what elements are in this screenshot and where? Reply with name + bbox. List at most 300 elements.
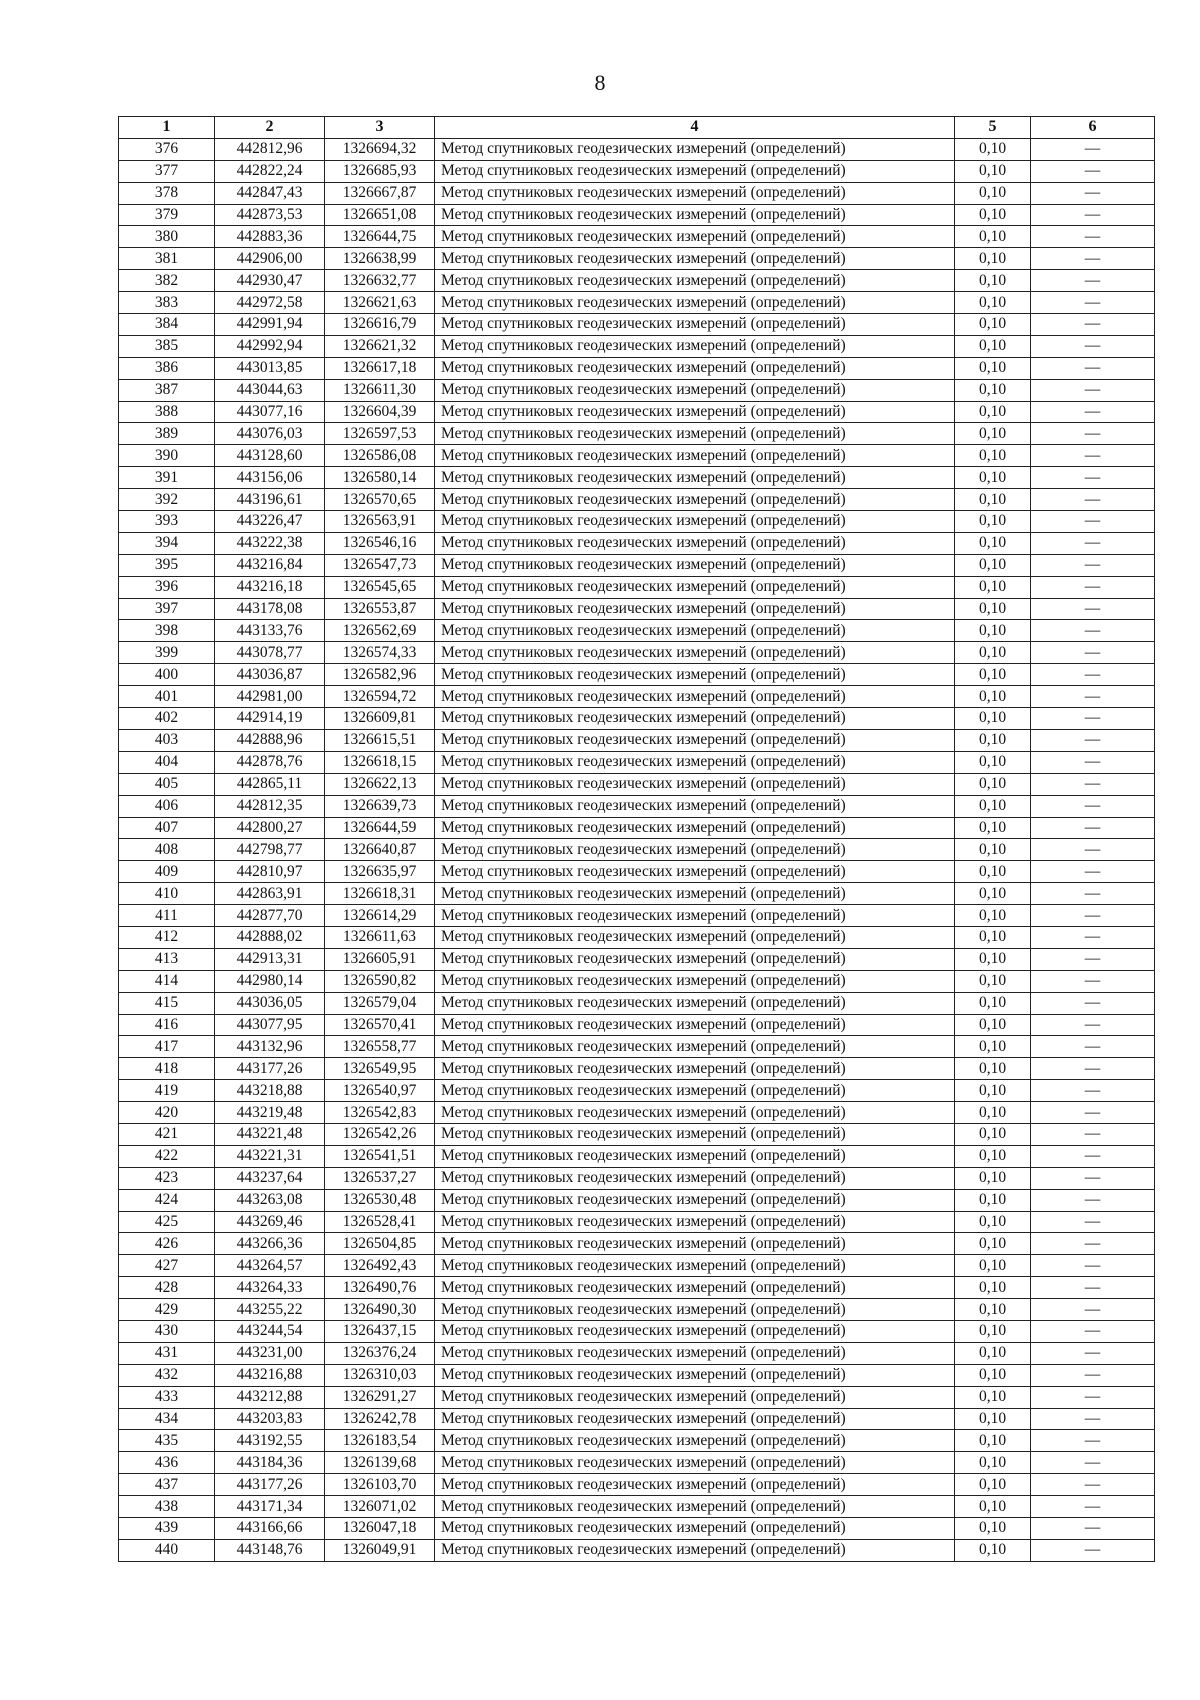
y-coordinate-cell: 1326540,97 [325,1080,435,1102]
point-number-cell: 420 [119,1102,215,1124]
x-coordinate-cell: 442914,19 [215,708,325,730]
accuracy-cell: 0,10 [955,423,1031,445]
x-coordinate-cell: 443076,03 [215,423,325,445]
method-cell: Метод спутниковых геодезических измерений (определений) [435,795,955,817]
table-row [119,226,1155,248]
accuracy-cell: 0,10 [955,314,1031,336]
method-cell: Метод спутниковых геодезических измерений (определений) [435,1277,955,1299]
table-row [119,992,1155,1014]
x-coordinate-cell: 442873,53 [215,204,325,226]
page-number: 8 [594,70,606,95]
accuracy-cell: 0,10 [955,204,1031,226]
note-cell: — [1031,138,1155,160]
point-number-cell: 390 [119,445,215,467]
accuracy-cell: 0,10 [955,160,1031,182]
y-coordinate-cell: 1326611,30 [325,379,435,401]
method-cell: Метод спутниковых геодезических измерений (определений) [435,445,955,467]
method-cell: Метод спутниковых геодезических измерений (определений) [435,1408,955,1430]
method-cell: Метод спутниковых геодезических измерений (определений) [435,1036,955,1058]
point-number-cell: 398 [119,620,215,642]
table-row [119,1408,1155,1430]
method-cell: Метод спутниковых геодезических измерений (определений) [435,926,955,948]
method-cell: Метод спутниковых геодезических измерений (определений) [435,729,955,751]
y-coordinate-cell: 1326183,54 [325,1430,435,1452]
y-coordinate-cell: 1326611,63 [325,926,435,948]
note-cell: — [1031,445,1155,467]
note-cell: — [1031,948,1155,970]
accuracy-cell: 0,10 [955,817,1031,839]
accuracy-cell: 0,10 [955,1080,1031,1102]
y-coordinate-cell: 1326376,24 [325,1342,435,1364]
x-coordinate-cell: 443212,88 [215,1386,325,1408]
table-row [119,554,1155,576]
note-cell: — [1031,270,1155,292]
table-row [119,729,1155,751]
table-row [119,1167,1155,1189]
point-number-cell: 414 [119,970,215,992]
y-coordinate-cell: 1326504,85 [325,1233,435,1255]
accuracy-cell: 0,10 [955,883,1031,905]
method-cell: Метод спутниковых геодезических измерений (определений) [435,226,955,248]
coordinates-table [118,116,1155,1562]
x-coordinate-cell: 443231,00 [215,1342,325,1364]
point-number-cell: 438 [119,1496,215,1518]
table-row [119,905,1155,927]
y-coordinate-cell: 1326542,26 [325,1123,435,1145]
point-number-cell: 386 [119,357,215,379]
x-coordinate-cell: 443196,61 [215,489,325,511]
x-coordinate-cell: 442812,96 [215,138,325,160]
accuracy-cell: 0,10 [955,992,1031,1014]
accuracy-cell: 0,10 [955,620,1031,642]
point-number-cell: 395 [119,554,215,576]
method-cell: Метод спутниковых геодезических измерений (определений) [435,204,955,226]
note-cell: — [1031,1189,1155,1211]
method-cell: Метод спутниковых геодезических измерений (определений) [435,970,955,992]
accuracy-cell: 0,10 [955,1233,1031,1255]
table-row [119,861,1155,883]
note-cell: — [1031,511,1155,533]
y-coordinate-cell: 1326537,27 [325,1167,435,1189]
note-cell: — [1031,1233,1155,1255]
y-coordinate-cell: 1326615,51 [325,729,435,751]
table-row [119,401,1155,423]
y-coordinate-cell: 1326541,51 [325,1145,435,1167]
y-coordinate-cell: 1326639,73 [325,795,435,817]
x-coordinate-cell: 442980,14 [215,970,325,992]
method-cell: Метод спутниковых геодезических измерений (определений) [435,1430,955,1452]
method-cell: Метод спутниковых геодезических измерений (определений) [435,817,955,839]
note-cell: — [1031,1518,1155,1540]
y-coordinate-cell: 1326604,39 [325,401,435,423]
point-number-cell: 421 [119,1123,215,1145]
note-cell: — [1031,1014,1155,1036]
accuracy-cell: 0,10 [955,357,1031,379]
x-coordinate-cell: 443013,85 [215,357,325,379]
point-number-cell: 415 [119,992,215,1014]
accuracy-cell: 0,10 [955,1364,1031,1386]
note-cell: — [1031,1364,1155,1386]
note-cell: — [1031,664,1155,686]
y-coordinate-cell: 1326242,78 [325,1408,435,1430]
point-number-cell: 422 [119,1145,215,1167]
point-number-cell: 411 [119,905,215,927]
table-row [119,1211,1155,1233]
y-coordinate-cell: 1326528,41 [325,1211,435,1233]
point-number-cell: 393 [119,511,215,533]
method-cell: Метод спутниковых геодезических измерений (определений) [435,1255,955,1277]
table-row [119,883,1155,905]
method-cell: Метод спутниковых геодезических измерений (определений) [435,401,955,423]
table-row [119,335,1155,357]
accuracy-cell: 0,10 [955,795,1031,817]
x-coordinate-cell: 443077,16 [215,401,325,423]
method-cell: Метод спутниковых геодезических измерений (определений) [435,1233,955,1255]
x-coordinate-cell: 442798,77 [215,839,325,861]
method-cell: Метод спутниковых геодезических измерений (определений) [435,664,955,686]
y-coordinate-cell: 1326614,29 [325,905,435,927]
x-coordinate-cell: 443266,36 [215,1233,325,1255]
method-cell: Метод спутниковых геодезических измерений (определений) [435,620,955,642]
x-coordinate-cell: 443237,64 [215,1167,325,1189]
accuracy-cell: 0,10 [955,926,1031,948]
table-row [119,642,1155,664]
y-coordinate-cell: 1326291,27 [325,1386,435,1408]
method-cell: Метод спутниковых геодезических измерений (определений) [435,554,955,576]
y-coordinate-cell: 1326563,91 [325,511,435,533]
x-coordinate-cell: 443171,34 [215,1496,325,1518]
x-coordinate-cell: 443148,76 [215,1539,325,1561]
point-number-cell: 400 [119,664,215,686]
column-header-2: 2 [215,117,325,139]
note-cell: — [1031,905,1155,927]
method-cell: Метод спутниковых геодезических измерений (определений) [435,1518,955,1540]
table-row [119,773,1155,795]
note-cell: — [1031,1408,1155,1430]
column-header-6: 6 [1031,117,1155,139]
x-coordinate-cell: 443263,08 [215,1189,325,1211]
method-cell: Метод спутниковых геодезических измерений (определений) [435,905,955,927]
accuracy-cell: 0,10 [955,532,1031,554]
accuracy-cell: 0,10 [955,948,1031,970]
accuracy-cell: 0,10 [955,1539,1031,1561]
method-cell: Метод спутниковых геодезических измерений (определений) [435,1211,955,1233]
note-cell: — [1031,423,1155,445]
y-coordinate-cell: 1326590,82 [325,970,435,992]
x-coordinate-cell: 442863,91 [215,883,325,905]
point-number-cell: 394 [119,532,215,554]
note-cell: — [1031,773,1155,795]
accuracy-cell: 0,10 [955,1123,1031,1145]
note-cell: — [1031,1058,1155,1080]
x-coordinate-cell: 442991,94 [215,314,325,336]
y-coordinate-cell: 1326644,59 [325,817,435,839]
y-coordinate-cell: 1326530,48 [325,1189,435,1211]
y-coordinate-cell: 1326437,15 [325,1320,435,1342]
point-number-cell: 377 [119,160,215,182]
point-number-cell: 437 [119,1474,215,1496]
method-cell: Метод спутниковых геодезических измерений (определений) [435,270,955,292]
x-coordinate-cell: 443264,57 [215,1255,325,1277]
accuracy-cell: 0,10 [955,1189,1031,1211]
point-number-cell: 387 [119,379,215,401]
method-cell: Метод спутниковых геодезических измерений (определений) [435,992,955,1014]
column-header-4: 4 [435,117,955,139]
point-number-cell: 431 [119,1342,215,1364]
method-cell: Метод спутниковых геодезических измерений (определений) [435,1299,955,1321]
accuracy-cell: 0,10 [955,1277,1031,1299]
note-cell: — [1031,817,1155,839]
table-row [119,1430,1155,1452]
note-cell: — [1031,467,1155,489]
y-coordinate-cell: 1326586,08 [325,445,435,467]
y-coordinate-cell: 1326103,70 [325,1474,435,1496]
x-coordinate-cell: 443219,48 [215,1102,325,1124]
accuracy-cell: 0,10 [955,1145,1031,1167]
x-coordinate-cell: 443255,22 [215,1299,325,1321]
point-number-cell: 403 [119,729,215,751]
method-cell: Метод спутниковых геодезических измерений (определений) [435,423,955,445]
x-coordinate-cell: 442883,36 [215,226,325,248]
point-number-cell: 409 [119,861,215,883]
note-cell: — [1031,642,1155,664]
method-cell: Метод спутниковых геодезических измерений (определений) [435,511,955,533]
point-number-cell: 376 [119,138,215,160]
method-cell: Метод спутниковых геодезических измерений (определений) [435,182,955,204]
method-cell: Метод спутниковых геодезических измерений (определений) [435,861,955,883]
point-number-cell: 399 [119,642,215,664]
accuracy-cell: 0,10 [955,1167,1031,1189]
table-row [119,1145,1155,1167]
note-cell: — [1031,1255,1155,1277]
accuracy-cell: 0,10 [955,773,1031,795]
method-cell: Метод спутниковых геодезических измерений (определений) [435,467,955,489]
x-coordinate-cell: 442812,35 [215,795,325,817]
accuracy-cell: 0,10 [955,1496,1031,1518]
table-row [119,1255,1155,1277]
y-coordinate-cell: 1326617,18 [325,357,435,379]
x-coordinate-cell: 443244,54 [215,1320,325,1342]
note-cell: — [1031,1277,1155,1299]
y-coordinate-cell: 1326570,41 [325,1014,435,1036]
method-cell: Метод спутниковых геодезических измерений (определений) [435,1145,955,1167]
table-row [119,708,1155,730]
y-coordinate-cell: 1326582,96 [325,664,435,686]
y-coordinate-cell: 1326618,15 [325,751,435,773]
table-row [119,970,1155,992]
point-number-cell: 423 [119,1167,215,1189]
point-number-cell: 439 [119,1518,215,1540]
point-number-cell: 384 [119,314,215,336]
accuracy-cell: 0,10 [955,861,1031,883]
accuracy-cell: 0,10 [955,554,1031,576]
note-cell: — [1031,729,1155,751]
accuracy-cell: 0,10 [955,1408,1031,1430]
table-body [119,138,1155,1561]
table-row [119,598,1155,620]
note-cell: — [1031,1167,1155,1189]
note-cell: — [1031,160,1155,182]
x-coordinate-cell: 443222,38 [215,532,325,554]
x-coordinate-cell: 443078,77 [215,642,325,664]
method-cell: Метод спутниковых геодезических измерений (определений) [435,532,955,554]
table-row [119,467,1155,489]
point-number-cell: 378 [119,182,215,204]
y-coordinate-cell: 1326609,81 [325,708,435,730]
y-coordinate-cell: 1326594,72 [325,686,435,708]
point-number-cell: 405 [119,773,215,795]
y-coordinate-cell: 1326490,30 [325,1299,435,1321]
table-row [119,1014,1155,1036]
table-row [119,1386,1155,1408]
method-cell: Метод спутниковых геодезических измерений (определений) [435,1189,955,1211]
x-coordinate-cell: 443203,83 [215,1408,325,1430]
table-row [119,1080,1155,1102]
table-row [119,1123,1155,1145]
method-cell: Метод спутниковых геодезических измерений (определений) [435,1320,955,1342]
note-cell: — [1031,554,1155,576]
table-row [119,379,1155,401]
note-cell: — [1031,598,1155,620]
method-cell: Метод спутниковых геодезических измерений (определений) [435,1014,955,1036]
method-cell: Метод спутниковых геодезических измерений (определений) [435,1167,955,1189]
x-coordinate-cell: 443221,31 [215,1145,325,1167]
method-cell: Метод спутниковых геодезических измерений (определений) [435,1058,955,1080]
y-coordinate-cell: 1326597,53 [325,423,435,445]
y-coordinate-cell: 1326640,87 [325,839,435,861]
method-cell: Метод спутниковых геодезических измерений (определений) [435,1496,955,1518]
x-coordinate-cell: 443218,88 [215,1080,325,1102]
table-row [119,1189,1155,1211]
y-coordinate-cell: 1326047,18 [325,1518,435,1540]
point-number-cell: 428 [119,1277,215,1299]
method-cell: Метод спутниковых геодезических измерений (определений) [435,1474,955,1496]
accuracy-cell: 0,10 [955,248,1031,270]
accuracy-cell: 0,10 [955,1014,1031,1036]
note-cell: — [1031,751,1155,773]
x-coordinate-cell: 443133,76 [215,620,325,642]
note-cell: — [1031,1036,1155,1058]
y-coordinate-cell: 1326580,14 [325,467,435,489]
x-coordinate-cell: 442822,24 [215,160,325,182]
note-cell: — [1031,314,1155,336]
x-coordinate-cell: 442865,11 [215,773,325,795]
accuracy-cell: 0,10 [955,182,1031,204]
note-cell: — [1031,1386,1155,1408]
table-row [119,248,1155,270]
x-coordinate-cell: 443216,88 [215,1364,325,1386]
method-cell: Метод спутниковых геодезических измерений (определений) [435,948,955,970]
table-row [119,839,1155,861]
point-number-cell: 383 [119,292,215,314]
table-row [119,1518,1155,1540]
method-cell: Метод спутниковых геодезических измерений (определений) [435,248,955,270]
y-coordinate-cell: 1326622,13 [325,773,435,795]
accuracy-cell: 0,10 [955,445,1031,467]
table-row [119,948,1155,970]
point-number-cell: 430 [119,1320,215,1342]
point-number-cell: 416 [119,1014,215,1036]
method-cell: Метод спутниковых геодезических измерений (определений) [435,138,955,160]
table-row [119,1058,1155,1080]
y-coordinate-cell: 1326542,83 [325,1102,435,1124]
table-row [119,314,1155,336]
y-coordinate-cell: 1326667,87 [325,182,435,204]
accuracy-cell: 0,10 [955,970,1031,992]
table-row [119,138,1155,160]
method-cell: Метод спутниковых геодезических измерений (определений) [435,379,955,401]
x-coordinate-cell: 443132,96 [215,1036,325,1058]
accuracy-cell: 0,10 [955,905,1031,927]
y-coordinate-cell: 1326579,04 [325,992,435,1014]
table-row [119,511,1155,533]
note-cell: — [1031,182,1155,204]
table-row [119,1364,1155,1386]
method-cell: Метод спутниковых геодезических измерений (определений) [435,883,955,905]
point-number-cell: 412 [119,926,215,948]
x-coordinate-cell: 443128,60 [215,445,325,467]
point-number-cell: 408 [119,839,215,861]
method-cell: Метод спутниковых геодезических измерений (определений) [435,708,955,730]
point-number-cell: 380 [119,226,215,248]
accuracy-cell: 0,10 [955,576,1031,598]
note-cell: — [1031,861,1155,883]
note-cell: — [1031,1123,1155,1145]
x-coordinate-cell: 442847,43 [215,182,325,204]
point-number-cell: 381 [119,248,215,270]
y-coordinate-cell: 1326694,32 [325,138,435,160]
point-number-cell: 433 [119,1386,215,1408]
accuracy-cell: 0,10 [955,511,1031,533]
method-cell: Метод спутниковых геодезических измерений (определений) [435,1386,955,1408]
accuracy-cell: 0,10 [955,1430,1031,1452]
x-coordinate-cell: 443192,55 [215,1430,325,1452]
method-cell: Метод спутниковых геодезических измерений (определений) [435,1342,955,1364]
x-coordinate-cell: 443177,26 [215,1474,325,1496]
y-coordinate-cell: 1326310,03 [325,1364,435,1386]
x-coordinate-cell: 443156,06 [215,467,325,489]
y-coordinate-cell: 1326618,31 [325,883,435,905]
method-cell: Метод спутниковых геодезических измерений (определений) [435,1123,955,1145]
note-cell: — [1031,1430,1155,1452]
table-row [119,445,1155,467]
point-number-cell: 407 [119,817,215,839]
point-number-cell: 440 [119,1539,215,1561]
point-number-cell: 426 [119,1233,215,1255]
x-coordinate-cell: 443216,18 [215,576,325,598]
table-header-row [119,117,1155,139]
point-number-cell: 425 [119,1211,215,1233]
x-coordinate-cell: 443044,63 [215,379,325,401]
note-cell: — [1031,532,1155,554]
y-coordinate-cell: 1326605,91 [325,948,435,970]
column-header-3: 3 [325,117,435,139]
point-number-cell: 410 [119,883,215,905]
y-coordinate-cell: 1326553,87 [325,598,435,620]
note-cell: — [1031,1474,1155,1496]
note-cell: — [1031,839,1155,861]
accuracy-cell: 0,10 [955,1474,1031,1496]
accuracy-cell: 0,10 [955,379,1031,401]
note-cell: — [1031,1102,1155,1124]
table-row [119,1342,1155,1364]
accuracy-cell: 0,10 [955,751,1031,773]
note-cell: — [1031,357,1155,379]
method-cell: Метод спутниковых геодезических измерений (определений) [435,598,955,620]
point-number-cell: 429 [119,1299,215,1321]
table-row [119,751,1155,773]
x-coordinate-cell: 443036,05 [215,992,325,1014]
